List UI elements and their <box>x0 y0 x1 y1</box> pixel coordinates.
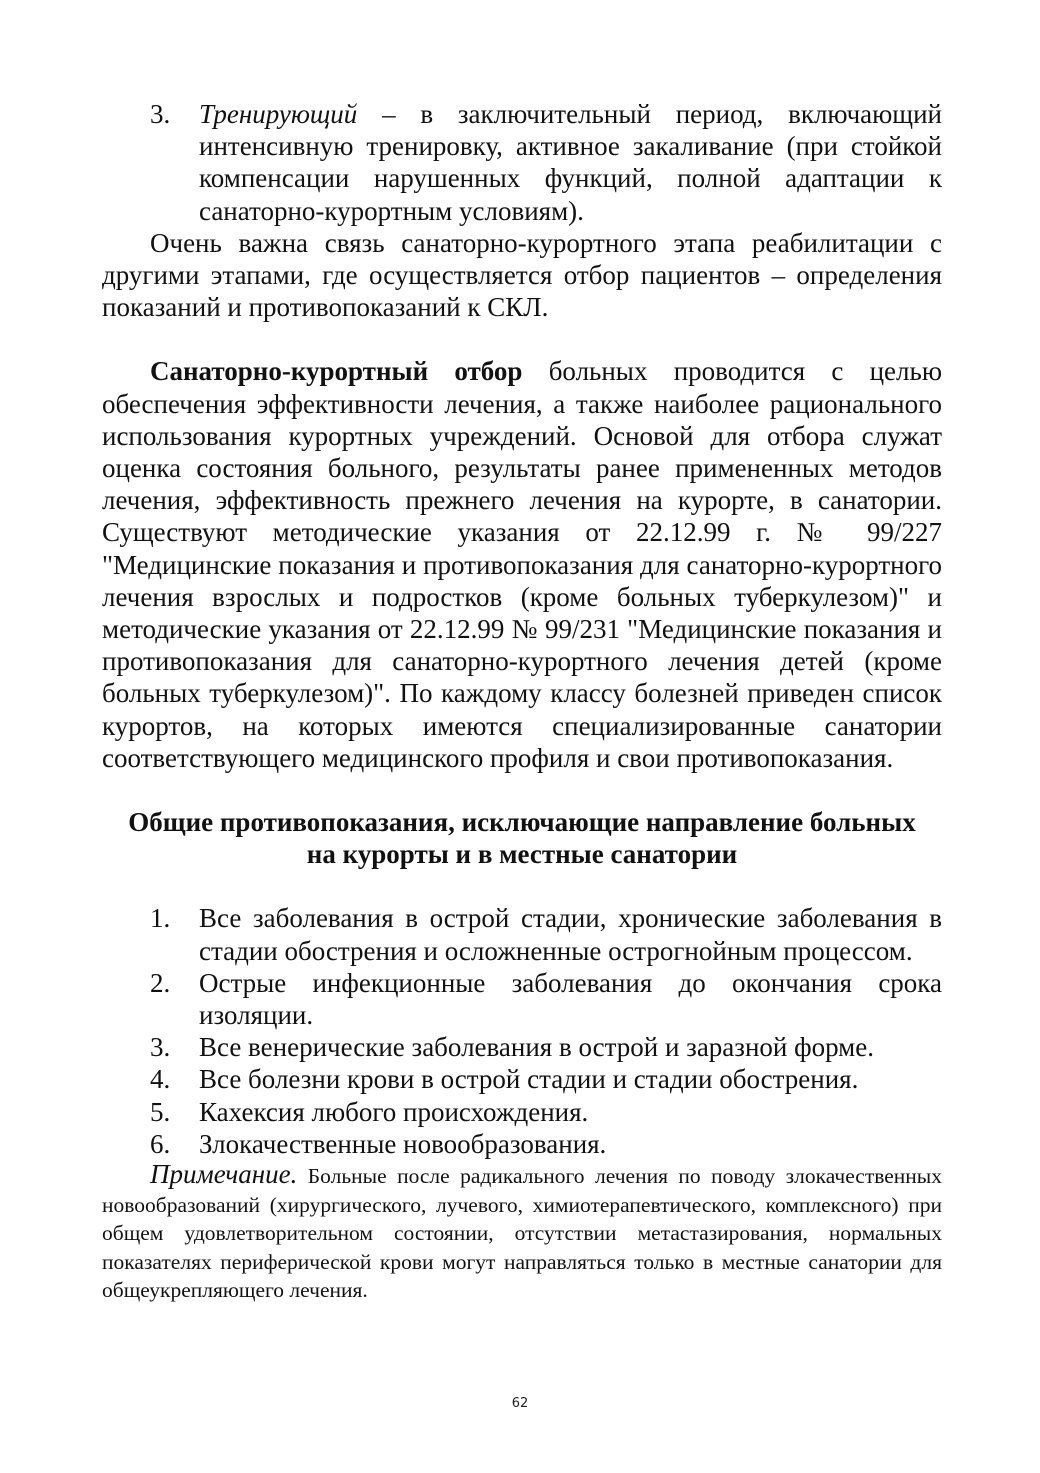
list-number: 5. <box>150 1096 171 1127</box>
heading-line-2: на курорты и в местные санатории <box>306 839 738 870</box>
list-number: 2. <box>150 967 171 998</box>
heading-line-1: Общие противопоказания, исключающие направление больных <box>128 807 916 838</box>
list-text: – в заключительный период, включающий интенсивную тренировку, активное закаливание (при стойкой компенсации нарушенных функций, полной адаптации к санаторно-курортным условиям). <box>199 99 942 226</box>
list-item <box>102 1031 942 1063</box>
note-text: Больные после радикального лечения по поводу злокачественных новообразований (хирургического, лучевого, химиотерапевтического, комплексного) при общем удовлетворительном состоянии, отсутствии метастазирования, нормальных показателях периферической крови могут направляться только в местные санатории для общеукрепляющего лечения. <box>102 1164 942 1303</box>
list-text: Все болезни крови в острой стадии и стадии обострения. <box>199 1064 859 1095</box>
paragraph-link-stages: Очень важна связь санаторно-курортного этапа реабилитации с другими этапами, где осуществляется отбор пациентов – определения показаний и противопоказаний к СКЛ. <box>102 227 942 323</box>
list-text: Все венерические заболевания в острой и заразной форме. <box>199 1032 874 1063</box>
list-item <box>102 1063 942 1095</box>
list-text: Кахексия любого происхождения. <box>199 1096 589 1127</box>
paragraph-selection <box>102 355 942 774</box>
list-item-trenirujushchij <box>102 98 942 227</box>
spacer <box>102 774 942 806</box>
list-item <box>102 1096 942 1128</box>
term-bold: Санаторно-курортный отбор <box>150 356 523 387</box>
paragraph-text: больных проводится с целью обеспечения эффективности лечения, а также наиболее рационального использования курортных учреждений. Основой для отбора служат оценка состояния больного, результаты ранее примененных методов лечения, эффективность прежнего лечения на курорте, в санатории. Существуют методические указания от 22.12.99 г. № 99/227 "Медицинские показания и противопоказания для санаторно-курортного лечения взрослых и подростков (кроме больных туберкулезом)" и методические указания от 22.12.99 № 99/231 "Медицинские показания и противопоказания для санаторно-курортного лечения детей (кроме больных туберкулезом)". По каждому классу болезней приведен список курортов, на которых имеются специализированные санатории соответствующего медицинского профиля и свои противопоказания. <box>102 356 943 773</box>
list-term: Тренирующий <box>199 99 358 129</box>
note-paragraph <box>102 1160 942 1305</box>
list-number: 1. <box>150 903 171 934</box>
list-number: 6. <box>150 1128 171 1159</box>
list-number: 3. <box>150 99 171 129</box>
contraindications-list <box>102 902 942 1160</box>
list-item <box>102 902 942 966</box>
spacer <box>102 323 942 355</box>
document-page <box>102 98 942 1305</box>
list-item <box>102 1128 942 1160</box>
list-text: Все заболевания в острой стадии, хронические заболевания в стадии обострения и осложненные острогнойным процессом. <box>199 903 942 966</box>
section-heading <box>102 806 942 870</box>
page-number: 62 <box>511 1396 529 1411</box>
list-number: 4. <box>150 1064 171 1095</box>
list-number: 3. <box>150 1032 171 1063</box>
note-label: Примечание. <box>150 1159 298 1190</box>
list-item <box>102 967 942 1031</box>
list-text: Острые инфекционные заболевания до окончания срока изоляции. <box>199 967 942 1031</box>
list-text: Злокачественные новообразования. <box>199 1128 607 1159</box>
spacer <box>102 870 942 902</box>
